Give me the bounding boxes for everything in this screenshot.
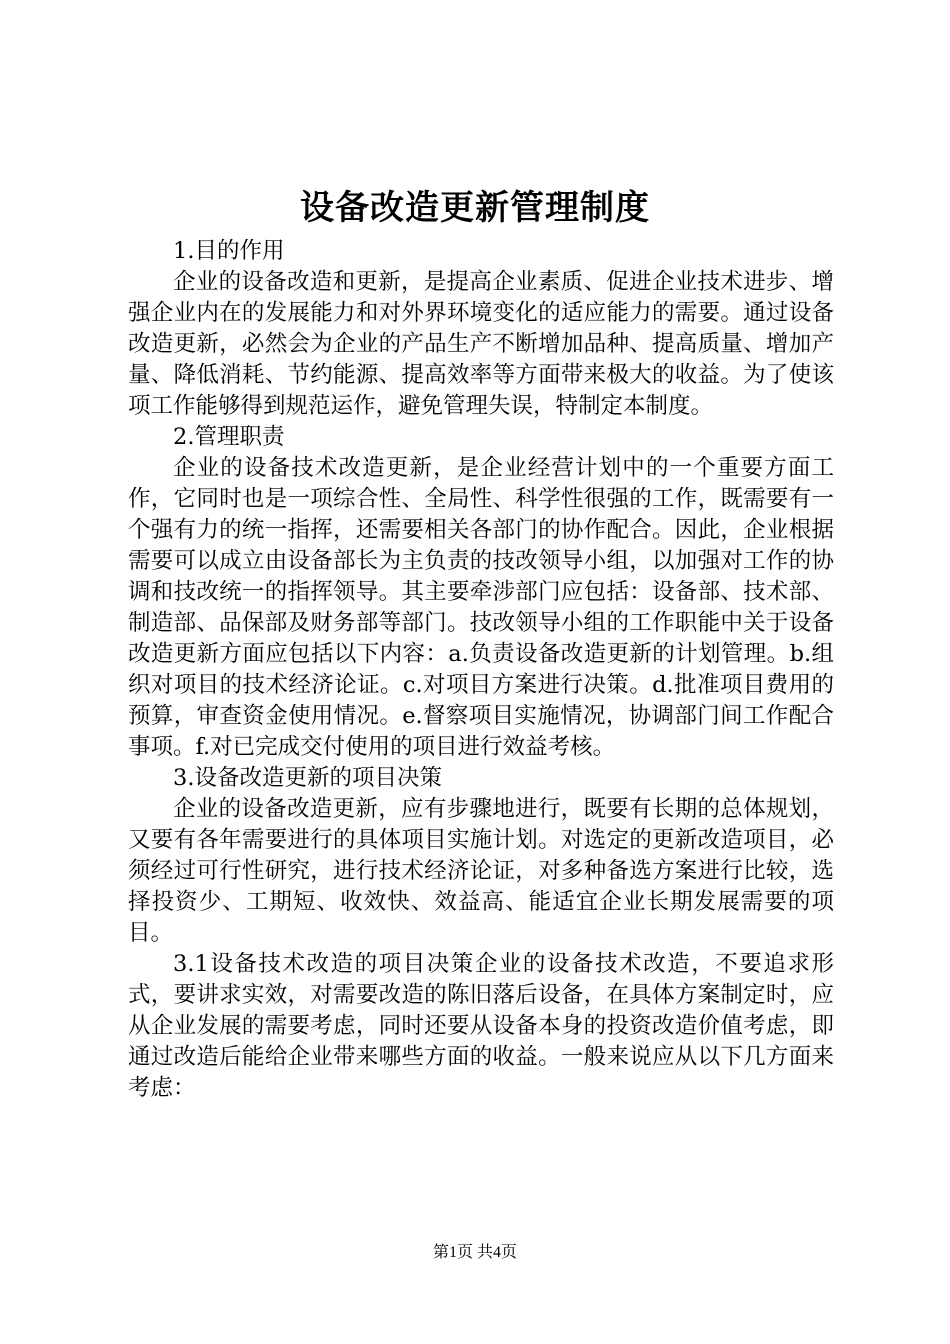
document-title: 设备改造更新管理制度 bbox=[300, 188, 650, 228]
paragraph-decision: 企业的设备改造更新，应有步骤地进行，既要有长期的总体规划，又要有各年需要进行的具体项目实施计划。对选定的更新改造项目，必须经过可行性研究，进行技术经济论证，对多种备选方案进行比较，选择投资少、工期短、收效快、效益高、能适宜企业长期发展需要的项目。 bbox=[128, 796, 834, 946]
paragraph-purpose: 企业的设备改造和更新，是提高企业素质、促进企业技术进步、增强企业内在的发展能力和对外界环境变化的适应能力的需要。通过设备改造更新，必然会为企业的产品生产不断增加品种、提高质量、增加产量、降低消耗、节约能源、提高效率等方面带来极大的收益。为了使该项工作能够得到规范运作，避免管理失误，特制定本制度。 bbox=[128, 269, 834, 419]
section-heading-purpose: 1.目的作用 bbox=[173, 238, 285, 264]
section-heading-decision: 3.设备改造更新的项目决策 bbox=[173, 765, 442, 791]
document-body bbox=[128, 236, 834, 1104]
section-heading-responsibilities: 2.管理职责 bbox=[173, 424, 285, 450]
paragraph-technical-renovation: 3.1设备技术改造的项目决策企业的设备技术改造，不要追求形式，要讲求实效，对需要改造的陈旧落后设备，在具体方案制定时，应从企业发展的需要考虑，同时还要从设备本身的投资改造价值考虑，即通过改造后能给企业带来哪些方面的收益。一般来说应从以下几方面来考虑： bbox=[128, 951, 834, 1101]
page-footer: 第1页 共4页 bbox=[432, 1244, 517, 1261]
paragraph-responsibilities: 企业的设备技术改造更新，是企业经营计划中的一个重要方面工作，它同时也是一项综合性、全局性、科学性很强的工作，既需要有一个强有力的统一指挥，还需要相关各部门的协作配合。因此，企业根据需要可以成立由设备部长为主负责的技改领导小组，以加强对工作的协调和技改统一的指挥领导。其主要牵涉部门应包括：设备部、技术部、制造部、品保部及财务部等部门。技改领导小组的工作职能中关于设备改造更新方面应包括以下内容：a.负责设备改造更新的计划管理。b.组织对项目的技术经济论证。c.对项目方案进行决策。d.批准项目费用的预算，审查资金使用情况。e.督察项目实施情况，协调部门间工作配合事项。f.对已完成交付使用的项目进行效益考核。 bbox=[128, 455, 834, 760]
